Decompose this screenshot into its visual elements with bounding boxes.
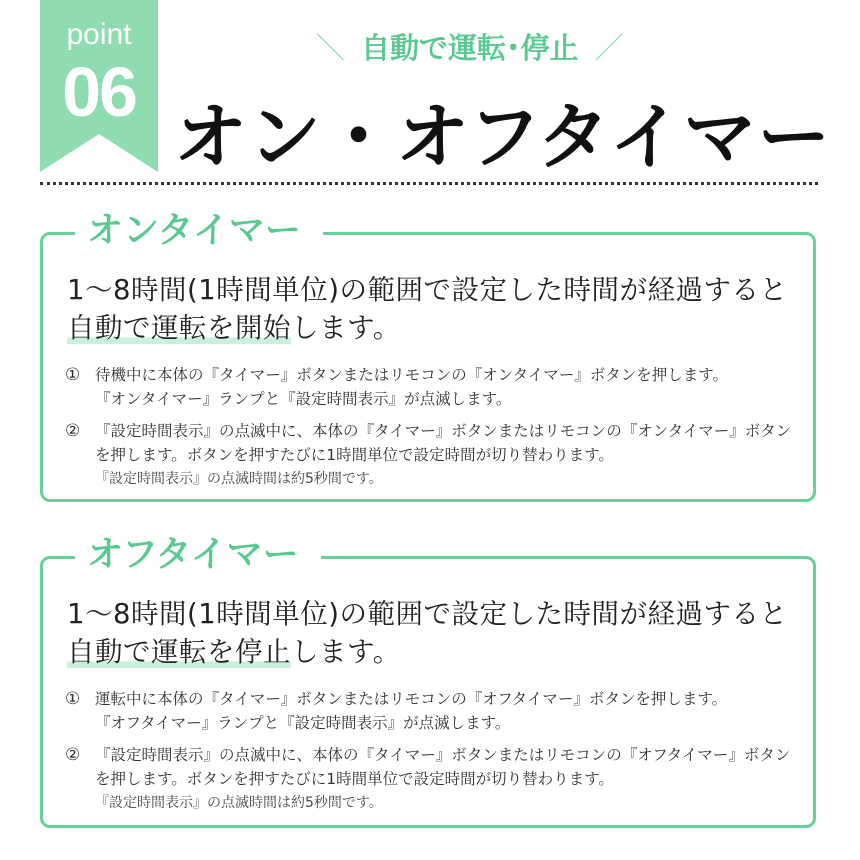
on-timer-step-2: [65, 419, 805, 491]
dotted-divider: [40, 182, 818, 185]
on-timer-step-1: [65, 363, 805, 411]
on-timer-section: [40, 210, 816, 502]
off-timer-lead: [67, 595, 807, 671]
step-text-line1: 『設定時間表示』の点滅中に、本体の『タイマー』ボタンまたはリモコンの『オンタイマー』ボタン: [95, 422, 792, 440]
on-timer-lead: [67, 271, 807, 347]
subtitle-right-slash: ／: [594, 31, 624, 65]
on-timer-lead-highlight: 自動で運転を開始: [67, 312, 291, 344]
step-text-line1: 運転中に本体の『タイマー』ボタンまたはリモコンの『オフタイマー』ボタンを押します。: [95, 690, 728, 708]
step-text-line2: を押します。ボタンを押すたびに1時間単位で設定時間が切り替わります。: [95, 446, 614, 464]
on-timer-lead-end: します。: [291, 312, 401, 344]
step-text-line2: を押します。ボタンを押すたびに1時間単位で設定時間が切り替わります。: [95, 770, 614, 788]
step-text-line2: 『オフタイマー』ランプと『設定時間表示』が点滅します。: [95, 714, 511, 732]
step-note: 『設定時間表示』の点滅時間は約5秒間です。: [95, 471, 383, 487]
subtitle-text: 自動で運転･停止: [361, 31, 579, 65]
off-timer-step-2: [65, 743, 805, 815]
subtitle-left-slash: ＼: [316, 31, 346, 65]
off-timer-lead-highlight: 自動で運転を停止: [67, 636, 291, 668]
step-note: 『設定時間表示』の点滅時間は約5秒間です。: [95, 795, 383, 811]
off-timer-lead-end: します。: [291, 636, 401, 668]
step-number: ①: [65, 689, 81, 709]
on-timer-lead-line1: 1～8時間(1時間単位)の範囲で設定した時間が経過すると: [67, 274, 788, 306]
point-badge: [40, 0, 158, 172]
on-timer-title: オンタイマー: [75, 203, 323, 259]
off-timer-lead-line1: 1～8時間(1時間単位)の範囲で設定した時間が経過すると: [67, 598, 788, 630]
step-number: ①: [65, 365, 81, 385]
step-text-line1: 『設定時間表示』の点滅中に、本体の『タイマー』ボタンまたはリモコンの『オフタイマー』ボタン: [95, 746, 791, 764]
off-timer-step-1: [65, 687, 805, 735]
step-text-line2: 『オンタイマー』ランプと『設定時間表示』が点滅します。: [95, 390, 512, 408]
page-title: オン・オフタイマー: [174, 94, 832, 180]
step-text-line1: 待機中に本体の『タイマー』ボタンまたはリモコンの『オンタイマー』ボタンを押します。: [95, 366, 729, 384]
badge-point-label: point: [66, 18, 132, 51]
off-timer-title: オフタイマー: [75, 527, 321, 583]
subtitle: [300, 26, 640, 67]
off-timer-section: [40, 534, 816, 828]
step-number: ②: [65, 421, 81, 441]
step-number: ②: [65, 745, 81, 765]
badge-number: 06: [62, 53, 136, 131]
